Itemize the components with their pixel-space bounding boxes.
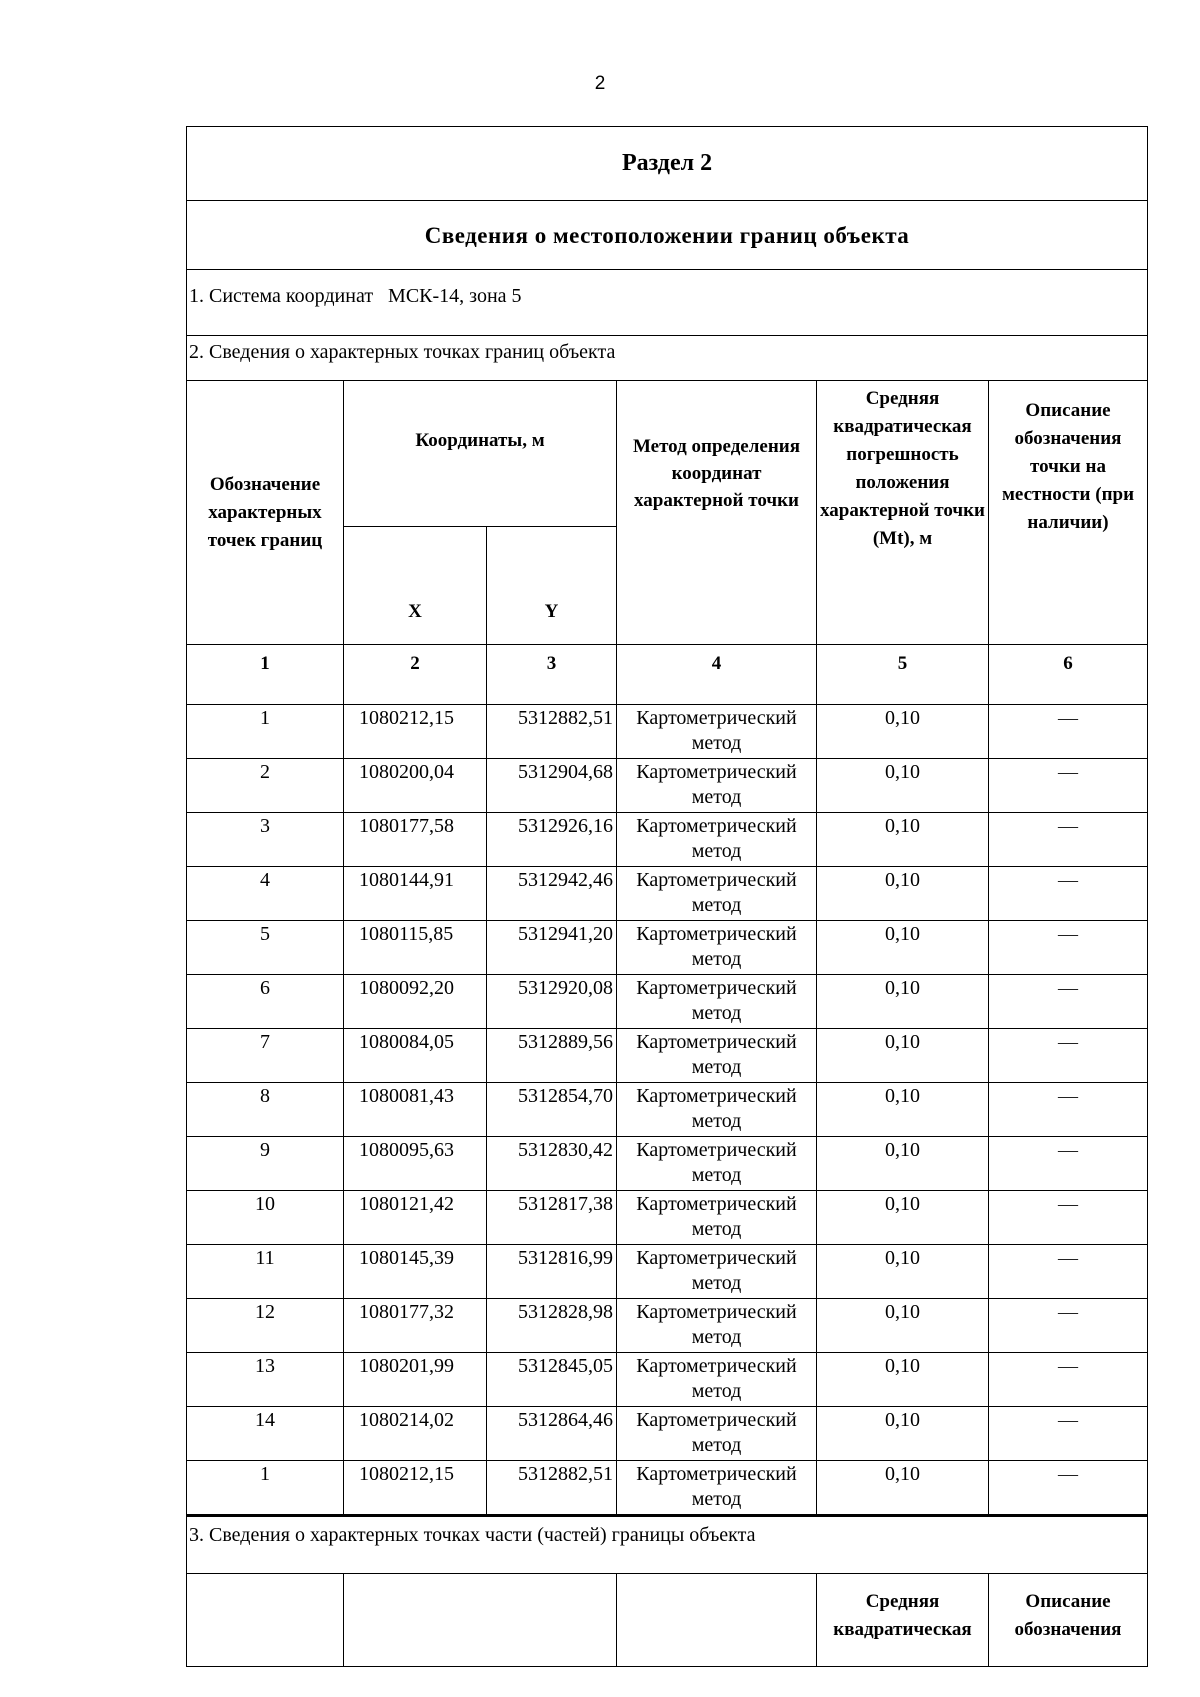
error-cell: 0,10 — [817, 1299, 989, 1353]
method-cell: Картометрический метод — [617, 1245, 817, 1299]
table-row — [187, 705, 1148, 759]
method-cell: Картометрический метод — [617, 759, 817, 813]
coord-y-cell: 5312941,20 — [487, 921, 617, 975]
coord-y-cell: 5312816,99 — [487, 1245, 617, 1299]
error-cell: 0,10 — [817, 975, 989, 1029]
description-cell: — — [989, 1137, 1148, 1191]
description-cell: — — [989, 1299, 1148, 1353]
column-number: 3 — [487, 645, 617, 705]
table-row — [187, 759, 1148, 813]
method-cell: Картометрический метод — [617, 1191, 817, 1245]
points-heading: 2. Сведения о характерных точках границ объекта — [187, 336, 1148, 381]
table-row — [187, 975, 1148, 1029]
coord-y-cell: 5312904,68 — [487, 759, 617, 813]
section-2-table-frame — [186, 126, 1147, 1640]
coord-x-cell: 1080145,39 — [344, 1245, 487, 1299]
error-cell: 0,10 — [817, 1137, 989, 1191]
point-id-cell: 7 — [187, 1029, 344, 1083]
method-cell: Картометрический метод — [617, 1353, 817, 1407]
point-id-cell: 6 — [187, 975, 344, 1029]
error-cell: 0,10 — [817, 921, 989, 975]
coord-y-cell: 5312854,70 — [487, 1083, 617, 1137]
error-cell: 0,10 — [817, 1407, 989, 1461]
table-row — [187, 921, 1148, 975]
method-cell: Картометрический метод — [617, 867, 817, 921]
point-id-cell: 14 — [187, 1407, 344, 1461]
column-number: 4 — [617, 645, 817, 705]
coord-y-cell: 5312845,05 — [487, 1353, 617, 1407]
point-id-cell: 4 — [187, 867, 344, 921]
header-designation: Обозначение характерных точек границ — [187, 381, 344, 645]
method-cell: Картометрический метод — [617, 705, 817, 759]
table-row — [187, 1029, 1148, 1083]
table-row — [187, 1083, 1148, 1137]
coord-x-cell: 1080201,99 — [344, 1353, 487, 1407]
method-cell: Картометрический метод — [617, 813, 817, 867]
header-error: Средняя квадратическая погрешность положения характерной точки (Mt), м — [817, 381, 989, 645]
header-description: Описание обозначения точки на местности (при наличии) — [989, 381, 1148, 645]
coord-x-cell: 1080212,15 — [344, 1461, 487, 1516]
method-cell: Картометрический метод — [617, 1137, 817, 1191]
error-cell: 0,10 — [817, 1029, 989, 1083]
description-cell: — — [989, 1461, 1148, 1516]
coord-x-cell: 1080092,20 — [344, 975, 487, 1029]
column-number: 6 — [989, 645, 1148, 705]
coord-x-cell: 1080121,42 — [344, 1191, 487, 1245]
description-cell: — — [989, 1191, 1148, 1245]
description-cell: — — [989, 975, 1148, 1029]
table-row — [187, 1461, 1148, 1516]
method-cell: Картометрический метод — [617, 1299, 817, 1353]
description-cell: — — [989, 1407, 1148, 1461]
next-header-blank — [617, 1574, 817, 1667]
header-x: X — [344, 527, 487, 645]
table-row — [187, 1407, 1148, 1461]
point-id-cell: 5 — [187, 921, 344, 975]
description-cell: — — [989, 705, 1148, 759]
column-number: 2 — [344, 645, 487, 705]
next-header-blank — [187, 1574, 344, 1667]
coord-x-cell: 1080144,91 — [344, 867, 487, 921]
description-cell: — — [989, 1353, 1148, 1407]
table-row — [187, 1245, 1148, 1299]
boundary-points-table — [186, 126, 1148, 1667]
coord-x-cell: 1080081,43 — [344, 1083, 487, 1137]
next-header-error: Средняя квадратическая — [817, 1574, 989, 1667]
coord-x-cell: 1080214,02 — [344, 1407, 487, 1461]
page-number: 2 — [594, 73, 606, 94]
point-id-cell: 12 — [187, 1299, 344, 1353]
point-id-cell: 2 — [187, 759, 344, 813]
coord-y-cell: 5312926,16 — [487, 813, 617, 867]
error-cell: 0,10 — [817, 1353, 989, 1407]
point-id-cell: 1 — [187, 705, 344, 759]
coord-y-cell: 5312830,42 — [487, 1137, 617, 1191]
error-cell: 0,10 — [817, 867, 989, 921]
point-id-cell: 10 — [187, 1191, 344, 1245]
coord-x-cell: 1080177,58 — [344, 813, 487, 867]
coord-x-cell: 1080115,85 — [344, 921, 487, 975]
header-coordinates: Координаты, м — [344, 381, 617, 527]
description-cell: — — [989, 759, 1148, 813]
coord-x-cell: 1080177,32 — [344, 1299, 487, 1353]
error-cell: 0,10 — [817, 1083, 989, 1137]
error-cell: 0,10 — [817, 1191, 989, 1245]
table-row — [187, 813, 1148, 867]
coord-x-cell: 1080212,15 — [344, 705, 487, 759]
point-id-cell: 11 — [187, 1245, 344, 1299]
section-title: Раздел 2 — [187, 127, 1148, 201]
column-number: 5 — [817, 645, 989, 705]
table-row — [187, 867, 1148, 921]
section-subtitle: Сведения о местоположении границ объекта — [187, 201, 1148, 270]
point-id-cell: 3 — [187, 813, 344, 867]
method-cell: Картометрический метод — [617, 1407, 817, 1461]
coord-y-cell: 5312942,46 — [487, 867, 617, 921]
point-id-cell: 8 — [187, 1083, 344, 1137]
error-cell: 0,10 — [817, 705, 989, 759]
header-y: Y — [487, 527, 617, 645]
coord-x-cell: 1080200,04 — [344, 759, 487, 813]
point-id-cell: 13 — [187, 1353, 344, 1407]
table-row — [187, 1191, 1148, 1245]
method-cell: Картометрический метод — [617, 1029, 817, 1083]
coordinate-system-line: 1. Система координат МСК-14, зона 5 — [187, 270, 1148, 336]
description-cell: — — [989, 1029, 1148, 1083]
method-cell: Картометрический метод — [617, 921, 817, 975]
description-cell: — — [989, 813, 1148, 867]
error-cell: 0,10 — [817, 813, 989, 867]
table-row — [187, 1137, 1148, 1191]
coord-y-cell: 5312889,56 — [487, 1029, 617, 1083]
description-cell: — — [989, 1083, 1148, 1137]
method-cell: Картометрический метод — [617, 1461, 817, 1516]
table-row — [187, 1353, 1148, 1407]
coord-y-cell: 5312882,51 — [487, 1461, 617, 1516]
coord-y-cell: 5312817,38 — [487, 1191, 617, 1245]
point-id-cell: 9 — [187, 1137, 344, 1191]
error-cell: 0,10 — [817, 759, 989, 813]
column-number: 1 — [187, 645, 344, 705]
coord-x-cell: 1080084,05 — [344, 1029, 487, 1083]
coord-y-cell: 5312920,08 — [487, 975, 617, 1029]
coord-y-cell: 5312864,46 — [487, 1407, 617, 1461]
next-header-blank — [344, 1574, 617, 1667]
part-points-heading: 3. Сведения о характерных точках части (частей) границы объекта — [187, 1516, 1148, 1574]
description-cell: — — [989, 867, 1148, 921]
coord-x-cell: 1080095,63 — [344, 1137, 487, 1191]
error-cell: 0,10 — [817, 1245, 989, 1299]
header-method: Метод определения координат характерной точки — [617, 381, 817, 645]
description-cell: — — [989, 921, 1148, 975]
description-cell: — — [989, 1245, 1148, 1299]
coord-y-cell: 5312882,51 — [487, 705, 617, 759]
coord-y-cell: 5312828,98 — [487, 1299, 617, 1353]
method-cell: Картометрический метод — [617, 975, 817, 1029]
method-cell: Картометрический метод — [617, 1083, 817, 1137]
table-row — [187, 1299, 1148, 1353]
point-id-cell: 1 — [187, 1461, 344, 1516]
next-header-description: Описание обозначения — [989, 1574, 1148, 1667]
error-cell: 0,10 — [817, 1461, 989, 1516]
